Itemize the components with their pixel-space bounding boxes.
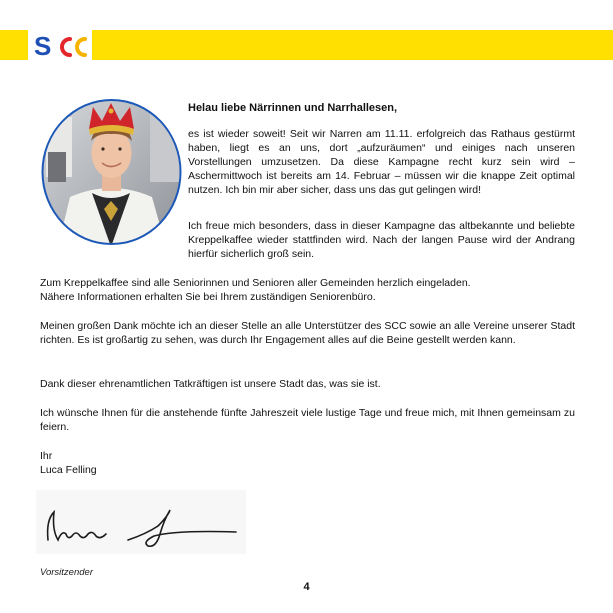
body-paragraph: Zum Kreppelkaffee sind alle Seniorinnen und Senioren aller Gemeinden herzlich eingeladen. Nähere Informationen erhalten Sie bei Ihrem zuständigen Seniorenbüro. [40,277,471,303]
intro-paragraph: es ist wieder soweit! Seit wir Narren am 11.11. erfolgreich das Rathaus gestürmt haben, liegt es an uns, dort „aufzuräumen“ und einiges nach unseren Vorstellungen umzusetzen. Da diese Kampagne recht kurz sein wird – Aschermittwoch ist bereits am 14. Februar – müssen wir die knappe Zeit optimal nutzen. Ich bin mir aber sicher, dass uns das gut gelingen wird! [188,128,575,196]
author-portrait [40,97,183,247]
body-paragraph: Ich wünsche Ihnen für die anstehende fünfte Jahreszeit viele lustige Tage und freue mich, mit Ihnen gemeinsam zu feiern. [40,407,575,433]
body-paragraph: Meinen großen Dank möchte ich an dieser Stelle an alle Unterstützer des SCC sowie an alle Vereine unserer Stadt richten. Es ist großartig zu sehen, was durch Ihr Engagement alles auf die Beine gestellt werden kann. [40,320,575,346]
closing-block [40,449,575,477]
author-name: Luca Felling [40,464,97,476]
page-number: 4 [303,581,310,593]
scc-logo [32,28,90,64]
author-role: Vorsitzender [40,567,93,578]
closing-word: Ihr [40,450,53,462]
handwritten-signature [36,490,246,554]
svg-text:S: S [34,31,52,61]
intro-paragraph: Ich freue mich besonders, dass in dieser Kampagne das altbekannte und beliebte Kreppelkaffee wieder stattfinden wird. Nach der langen Pause wird der Andrang hierfür sicherlich groß sein. [188,220,575,260]
body-paragraph: Dank dieser ehrenamtlichen Tatkräftigen ist unsere Stadt das, was sie ist. [40,378,381,390]
letter-greeting: Helau liebe Närrinnen und Narrhallesen, [188,102,398,114]
